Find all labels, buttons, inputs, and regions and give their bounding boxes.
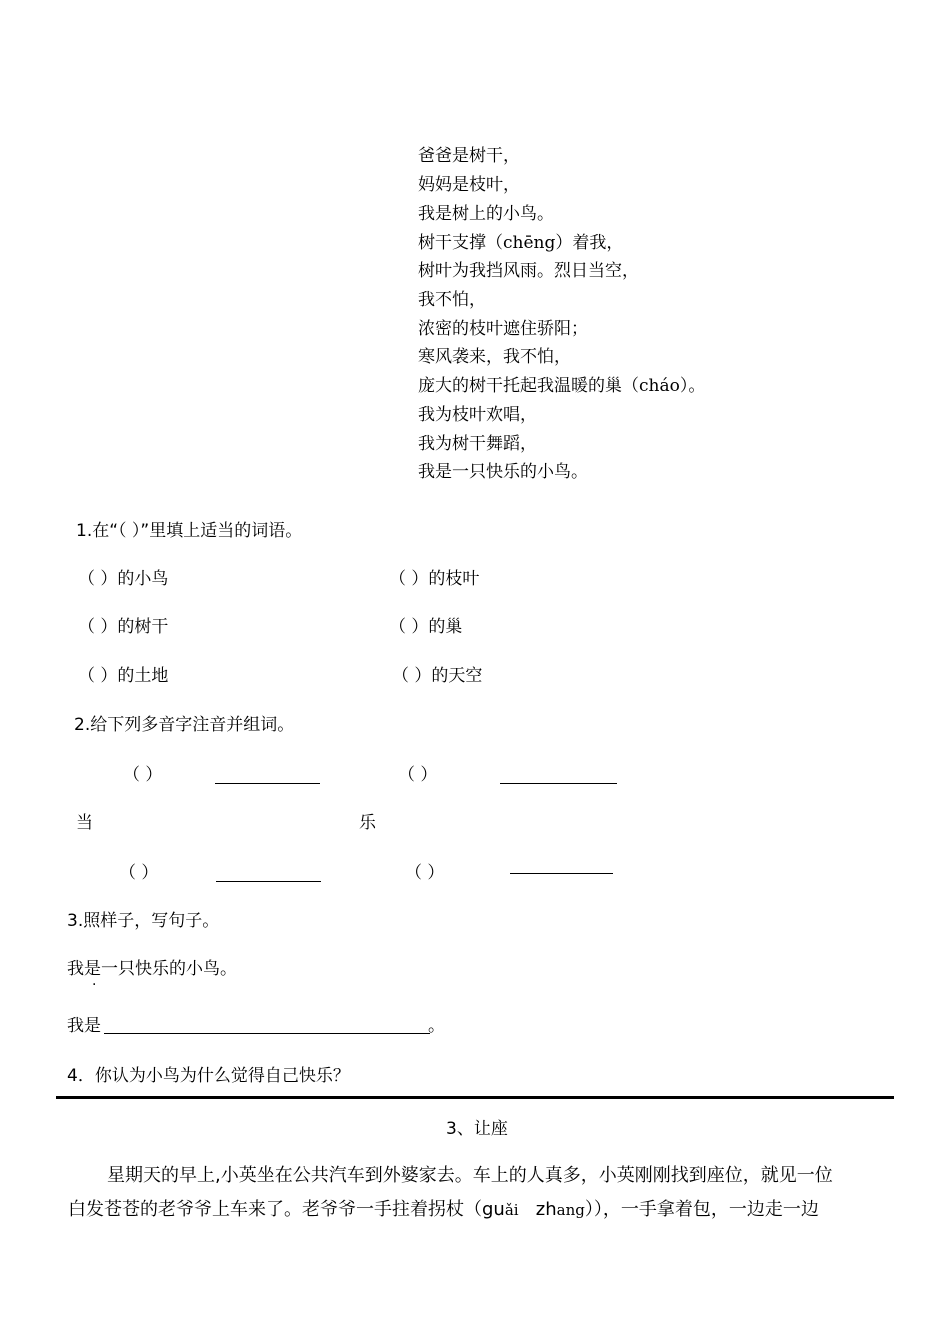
pinyin-paren: （ ） <box>123 765 163 785</box>
answer-blank <box>510 873 613 874</box>
poem-line: 浓密的枝叶遮住骄阳； <box>418 319 588 339</box>
q1-item: （ ）的小鸟 <box>78 569 169 589</box>
pinyin-paren: （ ） <box>119 863 159 883</box>
q1-item: （ ）的巢 <box>389 617 463 637</box>
question-2-title: 2.给下列多音字注音并组词。 <box>74 715 295 735</box>
question-4-title: 4．你认为小鸟为什么觉得自己快乐？ <box>67 1066 350 1086</box>
q1-item: （ ）的枝叶 <box>389 569 480 589</box>
poem-line: 寒风袭来，我不怕， <box>418 347 571 367</box>
story-line: 星期天的早上,小英坐在公共汽车到外婆家去。车上的人真多，小英刚刚找到座位，就见一位 <box>107 1165 833 1186</box>
story-text: 白发苍苍的老爷爷上车来了。老爷爷一手拄着拐杖（gu <box>68 1199 505 1220</box>
q1-item: （ ）的天空 <box>392 666 483 686</box>
poem-line: 妈妈是枝叶， <box>418 175 520 195</box>
poem-line: 树干支撑（chēng）着我， <box>418 233 624 253</box>
story-text: zh <box>518 1199 557 1220</box>
poem-line: 我是一只快乐的小鸟。 <box>418 462 588 482</box>
question-3-title: 3.照样子，写句子。 <box>67 911 220 931</box>
section-divider <box>56 1096 894 1099</box>
poem-line: 庞大的树干托起我温暖的巢（cháo）。 <box>418 376 706 396</box>
pinyin-text: ǎi <box>504 1201 519 1219</box>
story-line <box>68 1199 819 1221</box>
poem-line: 我是树上的小鸟。 <box>418 204 554 224</box>
story-text: ，一手拿着包，一边走一边 <box>602 1199 819 1220</box>
answer-blank <box>500 783 617 784</box>
answer-blank <box>216 881 321 882</box>
q1-item: （ ）的树干 <box>78 617 169 637</box>
example-sentence: 我是一只快乐的小鸟。 <box>67 959 237 979</box>
poem-line: 爸爸是树干， <box>418 146 520 166</box>
pinyin-paren: （ ） <box>398 765 438 785</box>
polyphone-char-dang: 当 <box>76 813 93 833</box>
poem-line: 树叶为我挡风雨。烈日当空， <box>418 261 639 281</box>
question-1-title: 1.在“（ ）”里填上适当的词语。 <box>76 521 303 541</box>
answer-blank <box>104 1033 430 1034</box>
poem-line: 我为树干舞蹈， <box>418 434 537 454</box>
q1-item: （ ）的土地 <box>78 666 169 686</box>
story-title: 3、让座 <box>446 1119 508 1139</box>
sentence-end: 。 <box>428 1016 445 1036</box>
polyphone-char-le: 乐 <box>359 813 376 833</box>
emphasis-dot: · <box>92 977 97 993</box>
answer-blank <box>215 783 320 784</box>
pinyin-paren: （ ） <box>405 863 445 883</box>
poem-line: 我不怕， <box>418 290 486 310</box>
sentence-prefix: 我是 <box>67 1016 101 1036</box>
pinyin-text: ang <box>556 1201 585 1219</box>
poem-line: 我为枝叶欢唱， <box>418 405 537 425</box>
story-text: ）） <box>584 1199 603 1220</box>
